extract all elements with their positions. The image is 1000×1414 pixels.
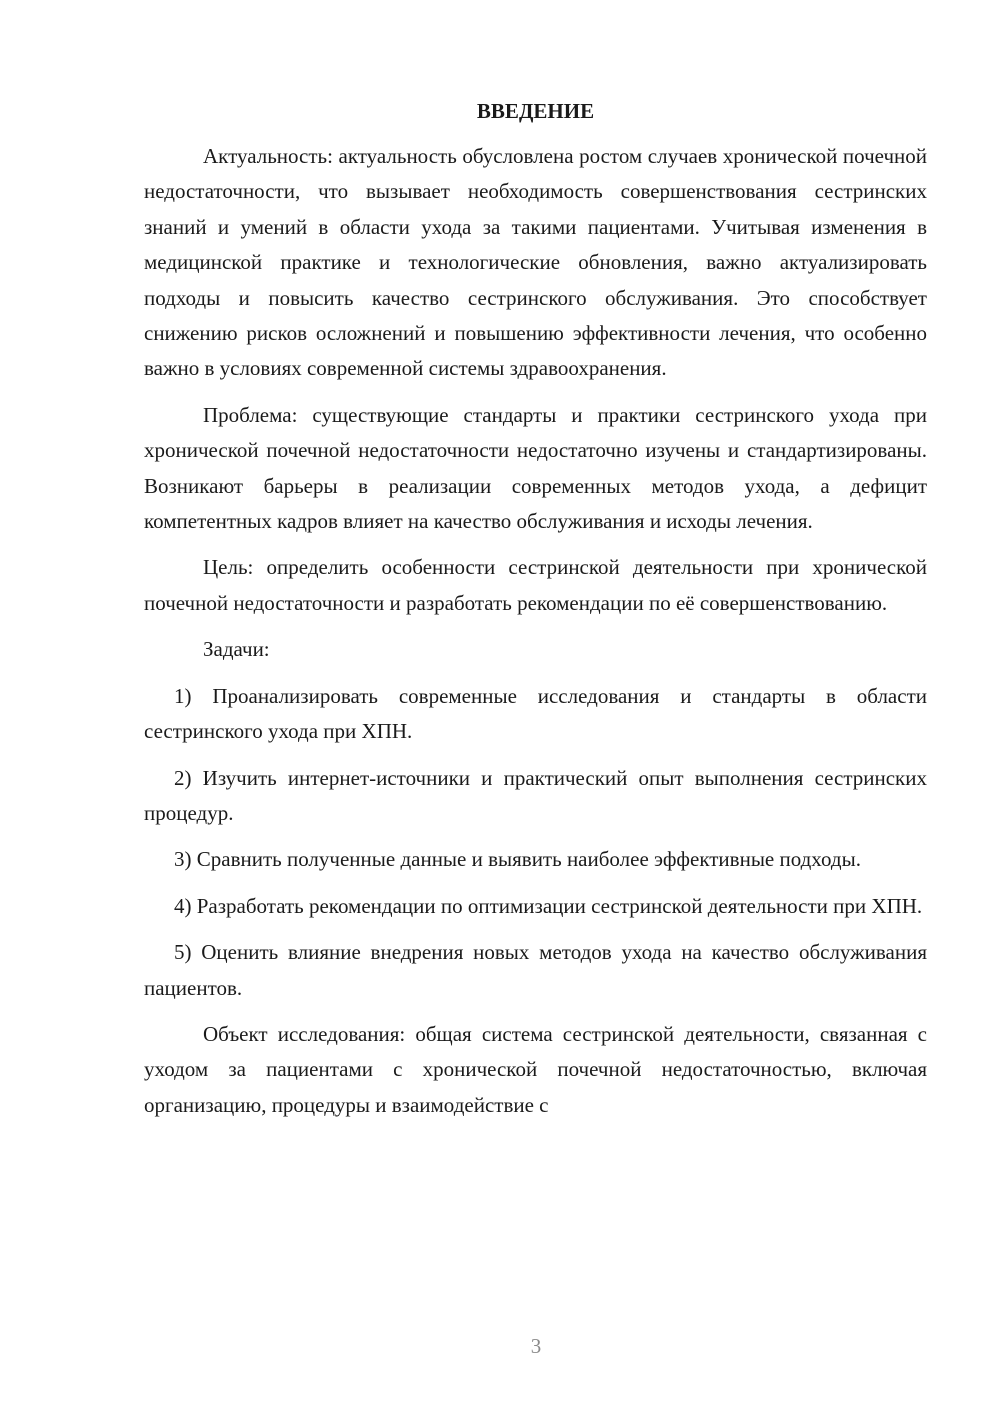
task-item-2: 2) Изучить интернет-источники и практический опыт выполнения сестринских процедур.	[144, 765, 927, 825]
paragraph-goal: Цель: определить особенности сестринской деятельности при хронической почечной недостаточности и разработать рекомендации по её совершенствованию.	[144, 555, 927, 615]
task-item-1: 1) Проанализировать современные исследования и стандарты в области сестринского ухода при ХПН.	[144, 683, 927, 744]
paragraph-problem: Проблема: существующие стандарты и практики сестринского ухода при хронической почечной недостаточности недостаточно изучены и стандартизированы. Возникают барьеры в реализации современных методов ухода, а дефицит компетентных кадров влияет на качество обслуживания и исходы лечения.	[144, 402, 927, 534]
task-item-3: 3) Сравнить полученные данные и выявить наиболее эффективные подходы.	[174, 847, 861, 872]
paragraph-object: Объект исследования: общая система сестринской деятельности, связанная с уходом за пациентами с хронической почечной недостаточностью, включая организацию, процедуры и взаимодействие с	[144, 1021, 927, 1117]
task-item-4: 4) Разработать рекомендации по оптимизации сестринской деятельности при ХПН.	[174, 893, 923, 918]
section-heading: ВВЕДЕНИЕ	[476, 99, 595, 123]
paragraph-relevance: Актуальность: актуальность обусловлена ростом случаев хронической почечной недостаточности, что вызывает необходимость совершенствования сестринских знаний и умений в области ухода за такими пациентами. Учитывая изменения в медицинской практике и технологические обновления, важно актуализировать подходы и повысить качество сестринского обслуживания. Это способствует снижению рисков осложнений и повышению эффективности лечения, что особенно важно в условиях современной системы здравоохранения.	[144, 144, 927, 381]
page-content	[144, 94, 927, 1123]
task-item-5: 5) Оценить влияние внедрения новых методов ухода на качество обслуживания пациентов.	[144, 940, 927, 1000]
page-number: 3	[530, 1334, 542, 1358]
tasks-label: Задачи:	[203, 637, 270, 662]
